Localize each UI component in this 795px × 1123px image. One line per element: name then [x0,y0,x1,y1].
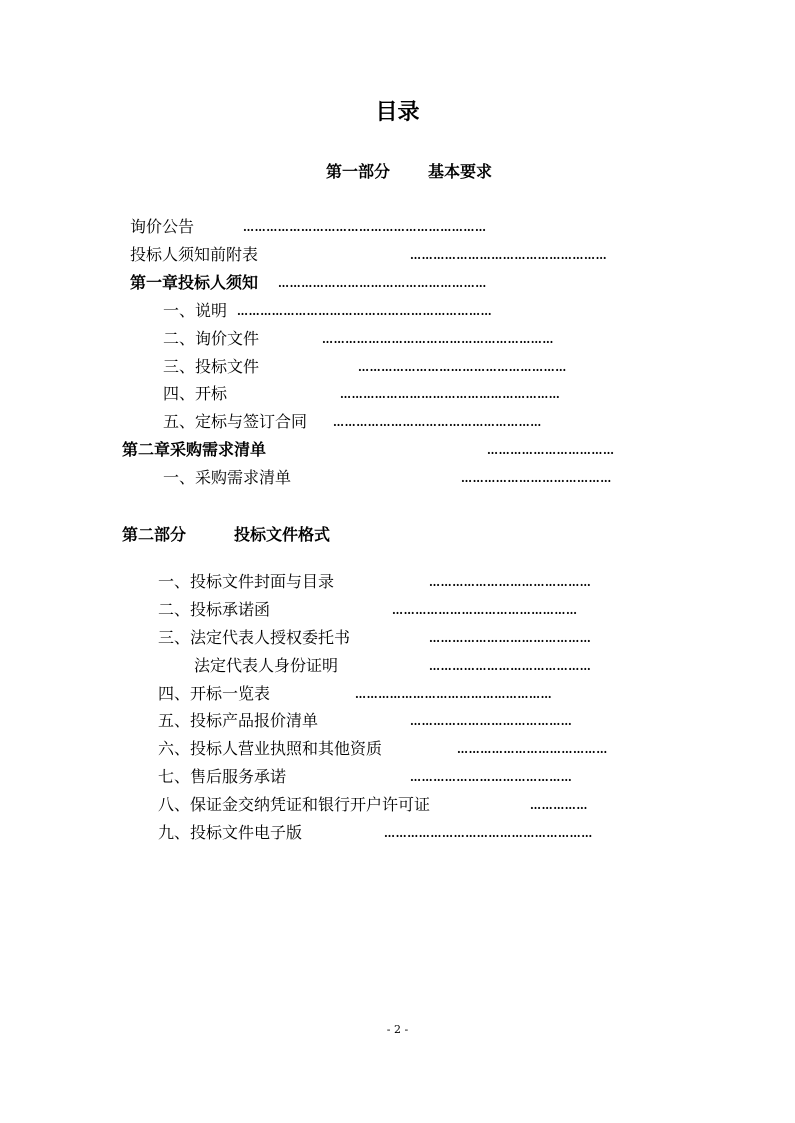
toc-entry-label: 四、开标 [163,384,228,403]
toc-leader: …………… [530,800,588,811]
toc-leader: ………………………………… [461,473,612,484]
toc-entry-label: 二、投标承诺函 [158,600,271,619]
toc-entry-label: 二、询价文件 [163,329,260,348]
page-number: - 2 - [386,1023,409,1036]
toc-leader: …………………………………………… [410,250,608,261]
toc-leader: ……………………………………………… [358,362,567,373]
toc-entry-label: 九、投标文件电子版 [158,823,303,842]
toc-leader: …………………………………… [410,772,573,783]
toc-leader: …………………………………… [429,577,592,588]
toc-entry-label: 八、保证金交纳凭证和银行开户许可证 [158,795,431,814]
toc-entry-label: 一、投标文件封面与目录 [158,572,335,591]
toc-entry-label: 法定代表人身份证明 [194,656,339,675]
toc-leader: ………………………………… [457,744,608,755]
toc-entry-label: 三、投标文件 [163,357,260,376]
toc-entry-label: 第二章采购需求清单 [122,440,267,459]
toc-leader: ……………………………………………… [384,828,593,839]
toc-leader: ……………………………………………… [333,417,542,428]
toc-leader: …………………………………………… [355,689,553,700]
toc-leader: …………………………………… [429,633,592,644]
toc-entry-label: 五、定标与签订合同 [163,412,308,431]
toc-entry-label: 询价公告 [130,217,195,236]
toc-leader: …………………………………… [429,661,592,672]
toc-leader: ………………………………………… [392,605,578,616]
toc-entry-label: 一、采购需求清单 [163,468,292,487]
document-title: 目录 [375,99,420,125]
toc-entry-label: 六、投标人营业执照和其他资质 [158,739,383,758]
toc-leader: ……………………………………………… [278,278,487,289]
toc-entry-label: 第一章投标人须知 [130,273,259,292]
part1-subheading: 基本要求 [428,162,493,181]
part1-heading: 第一部分 [326,162,391,181]
toc-leader: …………………………………………………… [322,334,554,345]
toc-leader: ……………………………………………………… [243,222,487,233]
toc-entry-label: 三、法定代表人授权委托书 [158,628,351,647]
toc-entry-label: 投标人须知前附表 [130,245,259,264]
toc-entry-label: 七、售后服务承诺 [158,767,287,786]
part2-heading: 第二部分 [122,525,187,544]
toc-entry-label: 一、说明 [163,301,228,320]
toc-leader: …………………………… [487,445,615,456]
part2-subheading: 投标文件格式 [234,525,331,544]
toc-leader: ………………………………………………………… [237,306,493,317]
toc-entry-label: 五、投标产品报价清单 [158,711,319,730]
toc-leader: …………………………………… [410,716,573,727]
toc-entry-label: 四、开标一览表 [158,684,271,703]
toc-leader: ………………………………………………… [340,389,561,400]
